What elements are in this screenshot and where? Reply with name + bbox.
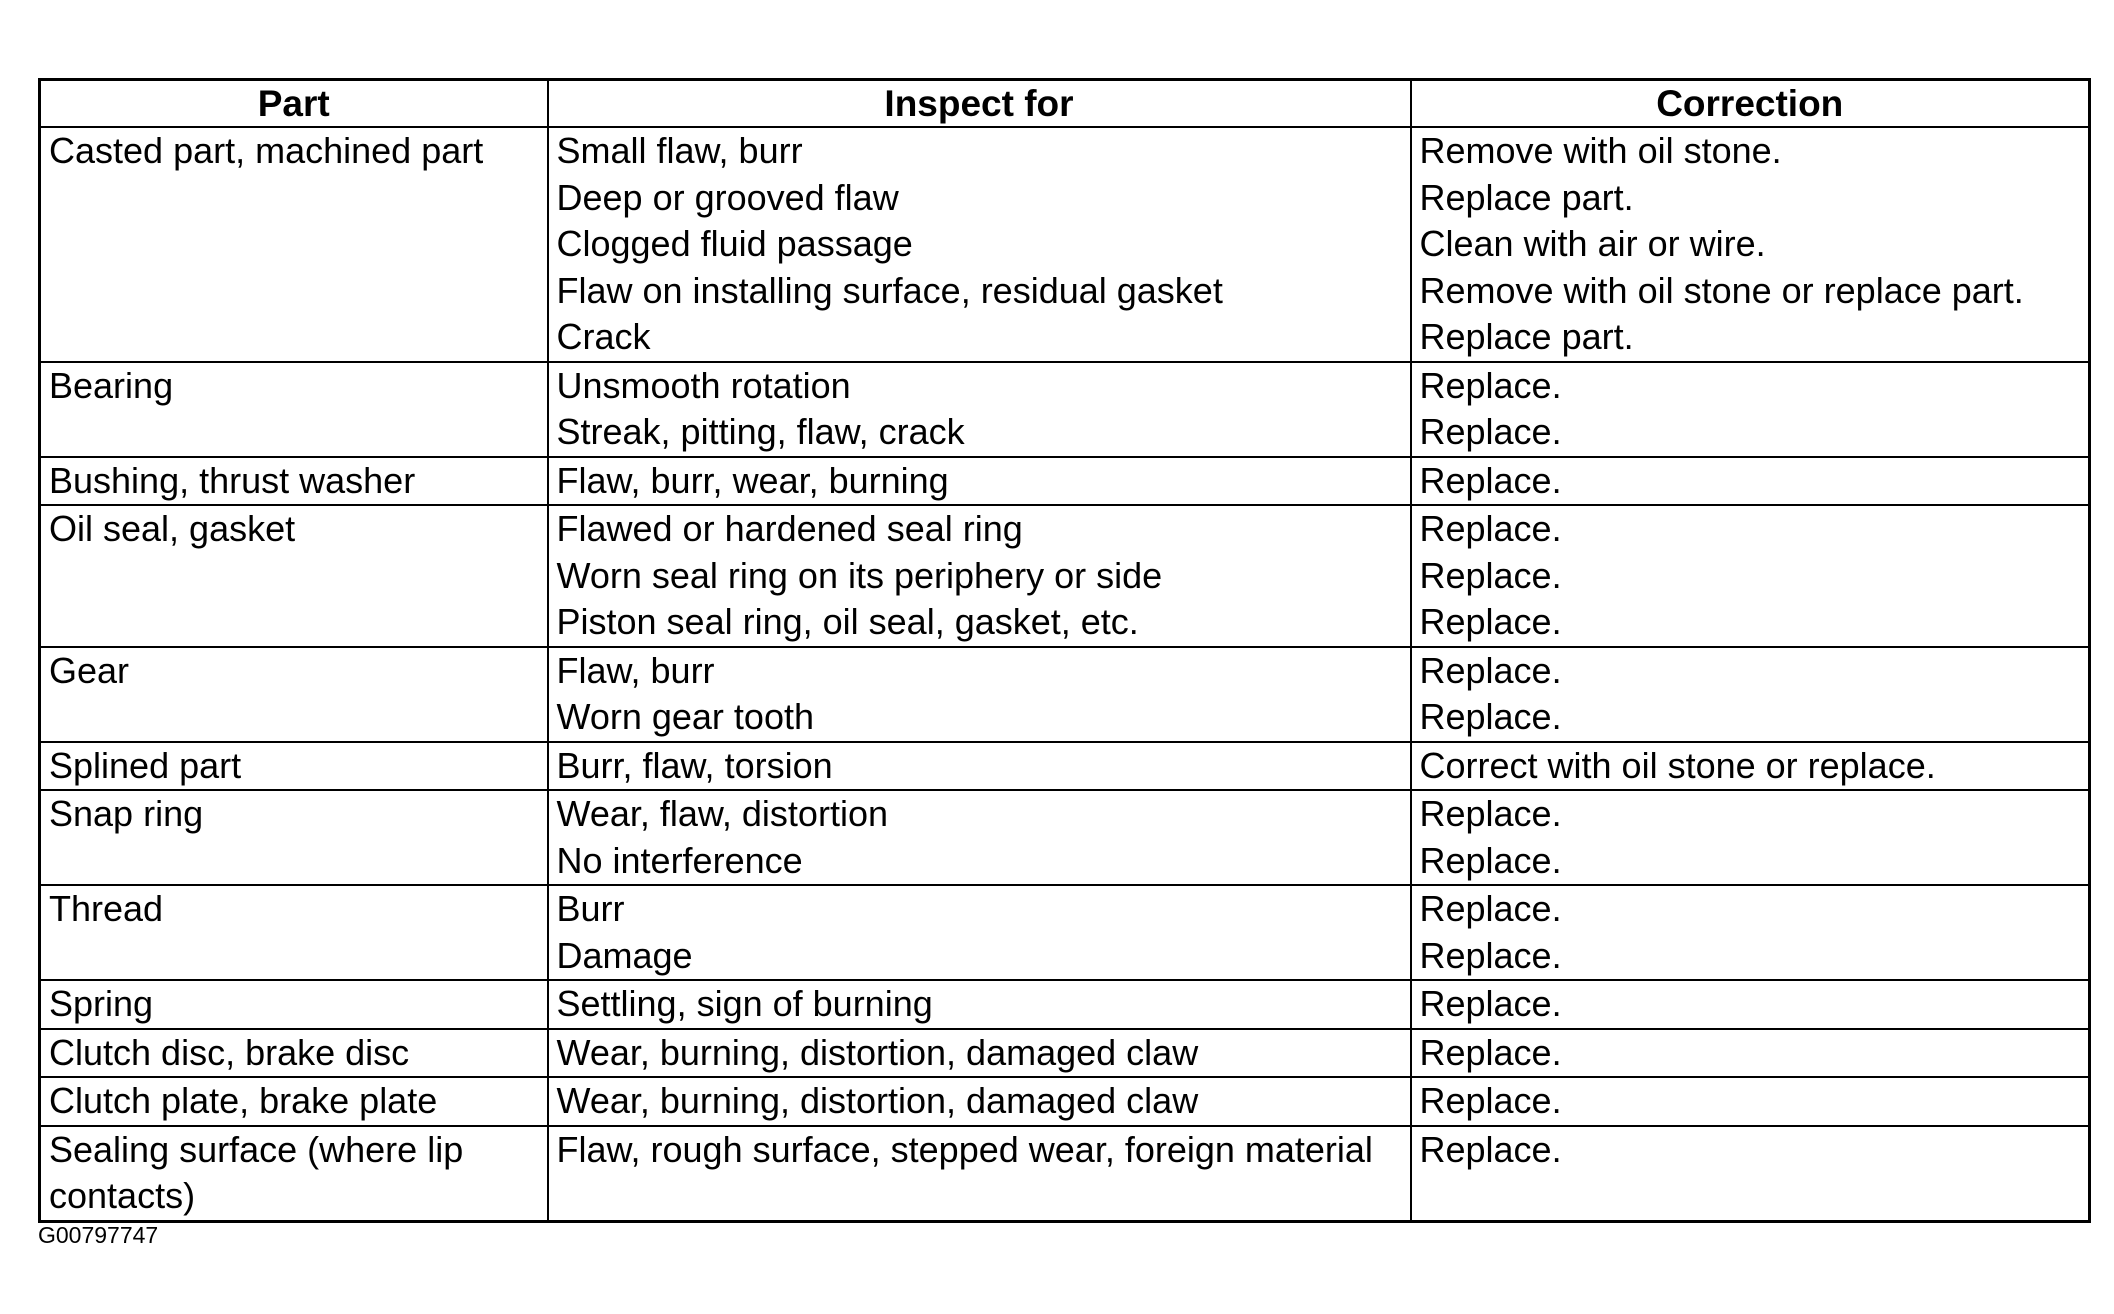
part-cell: Gear [40, 647, 548, 742]
correction-cell: Replace. [1411, 980, 2090, 1029]
correction-cell: Replace. [1411, 933, 2090, 981]
inspect-for-cell: Crack [548, 314, 1411, 362]
table-row [40, 362, 2090, 410]
inspect-for-cell: Flawed or hardened seal ring [548, 505, 1411, 553]
inspect-for-cell: Settling, sign of burning [548, 980, 1411, 1029]
part-cell: Splined part [40, 742, 548, 791]
correction-cell: Clean with air or wire. [1411, 221, 2090, 268]
inspect-for-cell: Wear, flaw, distortion [548, 790, 1411, 838]
header-part: Part [40, 80, 548, 128]
inspect-for-cell: Damage [548, 933, 1411, 981]
table-row [40, 505, 2090, 553]
inspect-for-cell: Deep or grooved flaw [548, 175, 1411, 222]
inspect-for-cell: Flaw, burr [548, 647, 1411, 695]
correction-cell: Replace. [1411, 362, 2090, 410]
correction-cell: Correct with oil stone or replace. [1411, 742, 2090, 791]
inspection-sheet [38, 78, 2088, 1223]
table-row [40, 457, 2090, 506]
table-row [40, 647, 2090, 695]
part-cell: Clutch plate, brake plate [40, 1077, 548, 1126]
correction-cell: Replace. [1411, 647, 2090, 695]
part-cell: Bearing [40, 362, 548, 457]
header-correction: Correction [1411, 80, 2090, 128]
inspect-for-cell: Wear, burning, distortion, damaged claw [548, 1029, 1411, 1078]
correction-cell: Replace. [1411, 790, 2090, 838]
correction-cell: Replace. [1411, 599, 2090, 647]
table-body [40, 127, 2090, 1221]
part-cell: Thread [40, 885, 548, 980]
correction-cell: Replace part. [1411, 175, 2090, 222]
inspect-for-cell: Clogged fluid passage [548, 221, 1411, 268]
header-inspect-for: Inspect for [548, 80, 1411, 128]
table-row [40, 885, 2090, 933]
figure-id: G00797747 [38, 1222, 159, 1248]
correction-cell: Replace part. [1411, 314, 2090, 362]
table-row [40, 980, 2090, 1029]
table-row [40, 1029, 2090, 1078]
correction-cell: Replace. [1411, 1077, 2090, 1126]
inspect-for-cell: Wear, burning, distortion, damaged claw [548, 1077, 1411, 1126]
correction-cell: Replace. [1411, 409, 2090, 457]
table-row [40, 1077, 2090, 1126]
correction-cell: Replace. [1411, 838, 2090, 886]
inspect-for-cell: Burr, flaw, torsion [548, 742, 1411, 791]
correction-cell: Replace. [1411, 553, 2090, 600]
inspect-for-cell: No interference [548, 838, 1411, 886]
correction-cell: Replace. [1411, 1126, 2090, 1222]
table-row [40, 790, 2090, 838]
correction-cell: Replace. [1411, 505, 2090, 553]
inspect-for-cell: Piston seal ring, oil seal, gasket, etc. [548, 599, 1411, 647]
part-cell: Bushing, thrust washer [40, 457, 548, 506]
inspect-for-cell: Worn seal ring on its periphery or side [548, 553, 1411, 600]
table-row [40, 127, 2090, 175]
part-cell: Sealing surface (where lip contacts) [40, 1126, 548, 1222]
inspect-for-cell: Flaw, burr, wear, burning [548, 457, 1411, 506]
part-cell: Clutch disc, brake disc [40, 1029, 548, 1078]
part-cell: Snap ring [40, 790, 548, 885]
correction-cell: Replace. [1411, 885, 2090, 933]
inspect-for-cell: Streak, pitting, flaw, crack [548, 409, 1411, 457]
inspection-table [38, 78, 2091, 1223]
table-row [40, 742, 2090, 791]
inspect-for-cell: Flaw, rough surface, stepped wear, foreign material [548, 1126, 1411, 1222]
table-row [40, 1126, 2090, 1222]
correction-cell: Remove with oil stone. [1411, 127, 2090, 175]
correction-cell: Replace. [1411, 1029, 2090, 1078]
part-cell: Spring [40, 980, 548, 1029]
inspect-for-cell: Burr [548, 885, 1411, 933]
correction-cell: Replace. [1411, 457, 2090, 506]
inspect-for-cell: Flaw on installing surface, residual gasket [548, 268, 1411, 315]
header-row [40, 80, 2090, 128]
correction-cell: Replace. [1411, 694, 2090, 742]
part-cell: Casted part, machined part [40, 127, 548, 362]
inspect-for-cell: Unsmooth rotation [548, 362, 1411, 410]
inspect-for-cell: Small flaw, burr [548, 127, 1411, 175]
part-cell: Oil seal, gasket [40, 505, 548, 647]
correction-cell: Remove with oil stone or replace part. [1411, 268, 2090, 315]
inspect-for-cell: Worn gear tooth [548, 694, 1411, 742]
